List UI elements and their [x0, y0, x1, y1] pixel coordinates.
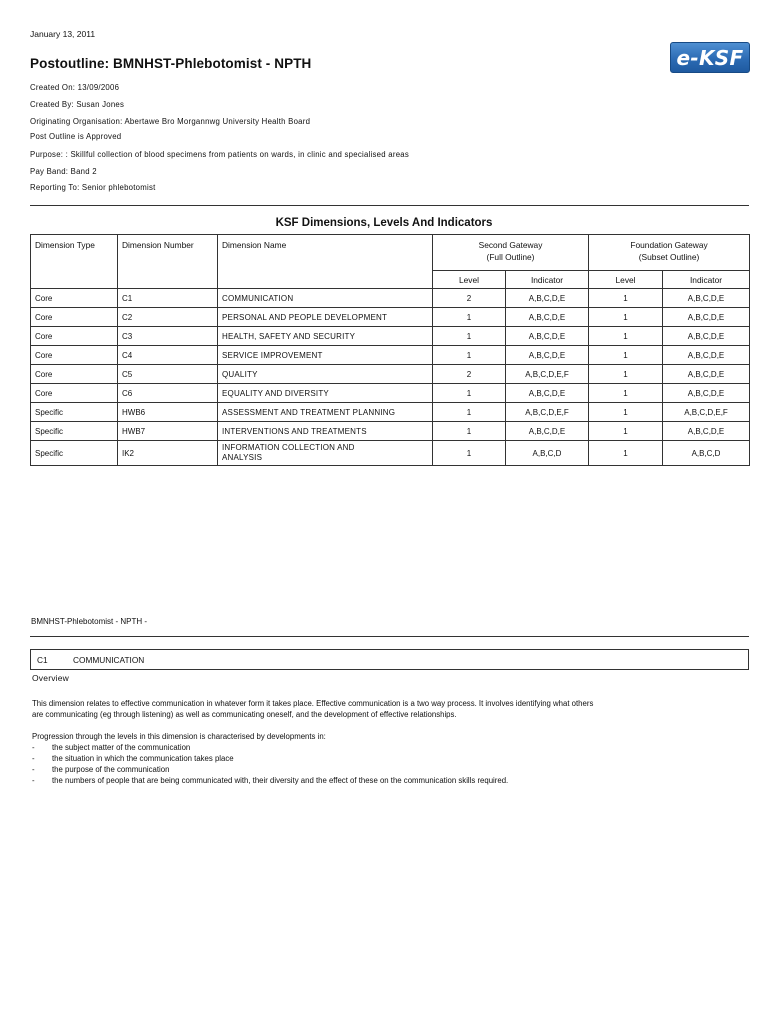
- table-row: [31, 308, 750, 327]
- meta-created-by: Created By: Susan Jones: [30, 100, 125, 109]
- col-header-dimension-name: Dimension Name: [218, 235, 433, 289]
- cell-dimension-number: HWB7: [118, 422, 218, 441]
- cell-dimension-name: HEALTH, SAFETY AND SECURITY: [218, 327, 433, 346]
- table-row: [31, 327, 750, 346]
- cell-dimension-type: Core: [31, 384, 118, 403]
- cell-sg-level: 1: [433, 441, 506, 466]
- eksf-logo: [670, 42, 750, 73]
- cell-dimension-number: C5: [118, 365, 218, 384]
- col-header-dimension-number: Dimension Number: [118, 235, 218, 289]
- cell-dimension-number: C6: [118, 384, 218, 403]
- list-item-text: the situation in which the communication takes place: [52, 754, 234, 763]
- list-item: [32, 742, 190, 753]
- table-row: [31, 384, 750, 403]
- foundation-gateway-title: Foundation Gateway: [630, 240, 708, 250]
- col-header-sg-indicator: Indicator: [506, 271, 589, 289]
- cell-sg-indicator: A,B,C,D,E: [506, 346, 589, 365]
- cell-dimension-type: Specific: [31, 441, 118, 466]
- list-item-text: the subject matter of the communication: [52, 743, 191, 752]
- cell-fg-level: 1: [589, 308, 663, 327]
- cell-dimension-name: INFORMATION COLLECTION AND ANALYSIS: [218, 441, 433, 466]
- cell-dimension-type: Core: [31, 308, 118, 327]
- cell-fg-level: 1: [589, 384, 663, 403]
- dimension-name: COMMUNICATION: [73, 654, 145, 665]
- cell-dimension-name: SERVICE IMPROVEMENT: [218, 346, 433, 365]
- col-header-fg-level: Level: [589, 271, 663, 289]
- overview-line: are communicating (eg through listening) as well as communicating oneself, and the development of effective relationships.: [32, 710, 457, 719]
- cell-sg-level: 1: [433, 327, 506, 346]
- col-header-foundation-gateway: [589, 235, 750, 271]
- table-row: [31, 403, 750, 422]
- table-row: [31, 441, 750, 466]
- cell-dimension-type: Core: [31, 289, 118, 308]
- overview-paragraph: [32, 698, 732, 720]
- cell-fg-level: 1: [589, 346, 663, 365]
- table-row: [31, 365, 750, 384]
- cell-dimension-name: INTERVENTIONS AND TREATMENTS: [218, 422, 433, 441]
- logo-text: e-KSF: [676, 45, 744, 70]
- section-divider: [30, 636, 749, 637]
- report-date: January 13, 2011: [30, 29, 96, 39]
- cell-fg-level: 1: [589, 422, 663, 441]
- overview-label: Overview: [32, 673, 70, 683]
- meta-reporting-to: Reporting To: Senior phlebotomist: [30, 183, 156, 192]
- cell-sg-indicator: A,B,C,D,E,F: [506, 403, 589, 422]
- cell-fg-indicator: A,B,C,D,E: [663, 327, 750, 346]
- cell-dimension-type: Specific: [31, 403, 118, 422]
- cell-dimension-name: COMMUNICATION: [218, 289, 433, 308]
- meta-purpose: Purpose: : Skillful collection of blood specimens from patients on wards, in clinic and specialised areas: [30, 150, 410, 159]
- second-gateway-subtitle: (Full Outline): [486, 252, 535, 262]
- list-item: [32, 775, 508, 786]
- cell-fg-indicator: A,B,C,D,E: [663, 365, 750, 384]
- cell-sg-level: 1: [433, 346, 506, 365]
- cell-dimension-type: Specific: [31, 422, 118, 441]
- cell-sg-indicator: A,B,C,D,E: [506, 384, 589, 403]
- cell-sg-indicator: A,B,C,D,E: [506, 327, 589, 346]
- cell-fg-level: 1: [589, 441, 663, 466]
- cell-fg-level: 1: [589, 289, 663, 308]
- cell-dimension-number: IK2: [118, 441, 218, 466]
- cell-fg-indicator: A,B,C,D,E: [663, 384, 750, 403]
- progression-intro: Progression through the levels in this dimension is characterised by developments in:: [32, 732, 326, 741]
- dimension-code: C1: [37, 654, 48, 665]
- cell-sg-level: 1: [433, 308, 506, 327]
- dimension-header-box: [30, 649, 749, 670]
- meta-pay-band: Pay Band: Band 2: [30, 167, 97, 176]
- cell-dimension-type: Core: [31, 346, 118, 365]
- list-item: [32, 764, 169, 775]
- cell-dimension-number: C1: [118, 289, 218, 308]
- cell-sg-level: 2: [433, 365, 506, 384]
- cell-fg-indicator: A,B,C,D,E: [663, 422, 750, 441]
- table-row: [31, 289, 750, 308]
- meta-organisation: Originating Organisation: Abertawe Bro Morgannwg University Health Board: [30, 117, 311, 126]
- cell-fg-indicator: A,B,C,D,E: [663, 289, 750, 308]
- col-header-sg-level: Level: [433, 271, 506, 289]
- table-row: [31, 422, 750, 441]
- cell-fg-indicator: A,B,C,D,E,F: [663, 403, 750, 422]
- ksf-dimensions-table: [30, 234, 750, 466]
- second-gateway-title: Second Gateway: [478, 240, 543, 250]
- cell-sg-level: 1: [433, 403, 506, 422]
- cell-dimension-name: PERSONAL AND PEOPLE DEVELOPMENT: [218, 308, 433, 327]
- bullet-marker: -: [32, 743, 35, 752]
- post-reference: BMNHST-Phlebotomist - NPTH -: [31, 617, 148, 626]
- cell-fg-indicator: A,B,C,D: [663, 441, 750, 466]
- cell-dimension-name: EQUALITY AND DIVERSITY: [218, 384, 433, 403]
- cell-sg-indicator: A,B,C,D,E: [506, 289, 589, 308]
- col-header-fg-indicator: Indicator: [663, 271, 750, 289]
- foundation-gateway-subtitle: (Subset Outline): [638, 252, 700, 262]
- cell-sg-indicator: A,B,C,D,E: [506, 422, 589, 441]
- page-title: Postoutline: BMNHST-Phlebotomist - NPTH: [30, 56, 312, 71]
- ksf-table-heading: KSF Dimensions, Levels And Indicators: [275, 217, 493, 229]
- bullet-marker: -: [32, 765, 35, 774]
- cell-dimension-number: HWB6: [118, 403, 218, 422]
- meta-approval-status: Post Outline is Approved: [30, 132, 122, 141]
- list-item-text: the numbers of people that are being communicated with, their diversity and the effect of these on the communication skills required.: [52, 776, 509, 785]
- cell-fg-level: 1: [589, 365, 663, 384]
- col-header-dimension-type: Dimension Type: [31, 235, 118, 289]
- cell-dimension-type: Core: [31, 365, 118, 384]
- overview-line: This dimension relates to effective communication in whatever form it takes place. Effective communication is a two way process. It involves identifying what others: [32, 699, 594, 708]
- section-divider: [30, 205, 749, 206]
- cell-dimension-number: C3: [118, 327, 218, 346]
- cell-sg-level: 2: [433, 289, 506, 308]
- list-item: [32, 753, 234, 764]
- cell-sg-level: 1: [433, 422, 506, 441]
- bullet-marker: -: [32, 776, 35, 785]
- cell-fg-indicator: A,B,C,D,E: [663, 346, 750, 365]
- meta-created-on: Created On: 13/09/2006: [30, 83, 120, 92]
- cell-fg-level: 1: [589, 403, 663, 422]
- cell-dimension-type: Core: [31, 327, 118, 346]
- table-row: [31, 346, 750, 365]
- cell-dimension-name: ASSESSMENT AND TREATMENT PLANNING: [218, 403, 433, 422]
- cell-fg-indicator: A,B,C,D,E: [663, 308, 750, 327]
- list-item-text: the purpose of the communication: [52, 765, 170, 774]
- cell-sg-indicator: A,B,C,D,E,F: [506, 365, 589, 384]
- cell-dimension-number: C2: [118, 308, 218, 327]
- cell-sg-indicator: A,B,C,D,E: [506, 308, 589, 327]
- cell-fg-level: 1: [589, 327, 663, 346]
- cell-sg-level: 1: [433, 384, 506, 403]
- cell-dimension-number: C4: [118, 346, 218, 365]
- col-header-second-gateway: [433, 235, 589, 271]
- cell-dimension-name: QUALITY: [218, 365, 433, 384]
- cell-sg-indicator: A,B,C,D: [506, 441, 589, 466]
- bullet-marker: -: [32, 754, 35, 763]
